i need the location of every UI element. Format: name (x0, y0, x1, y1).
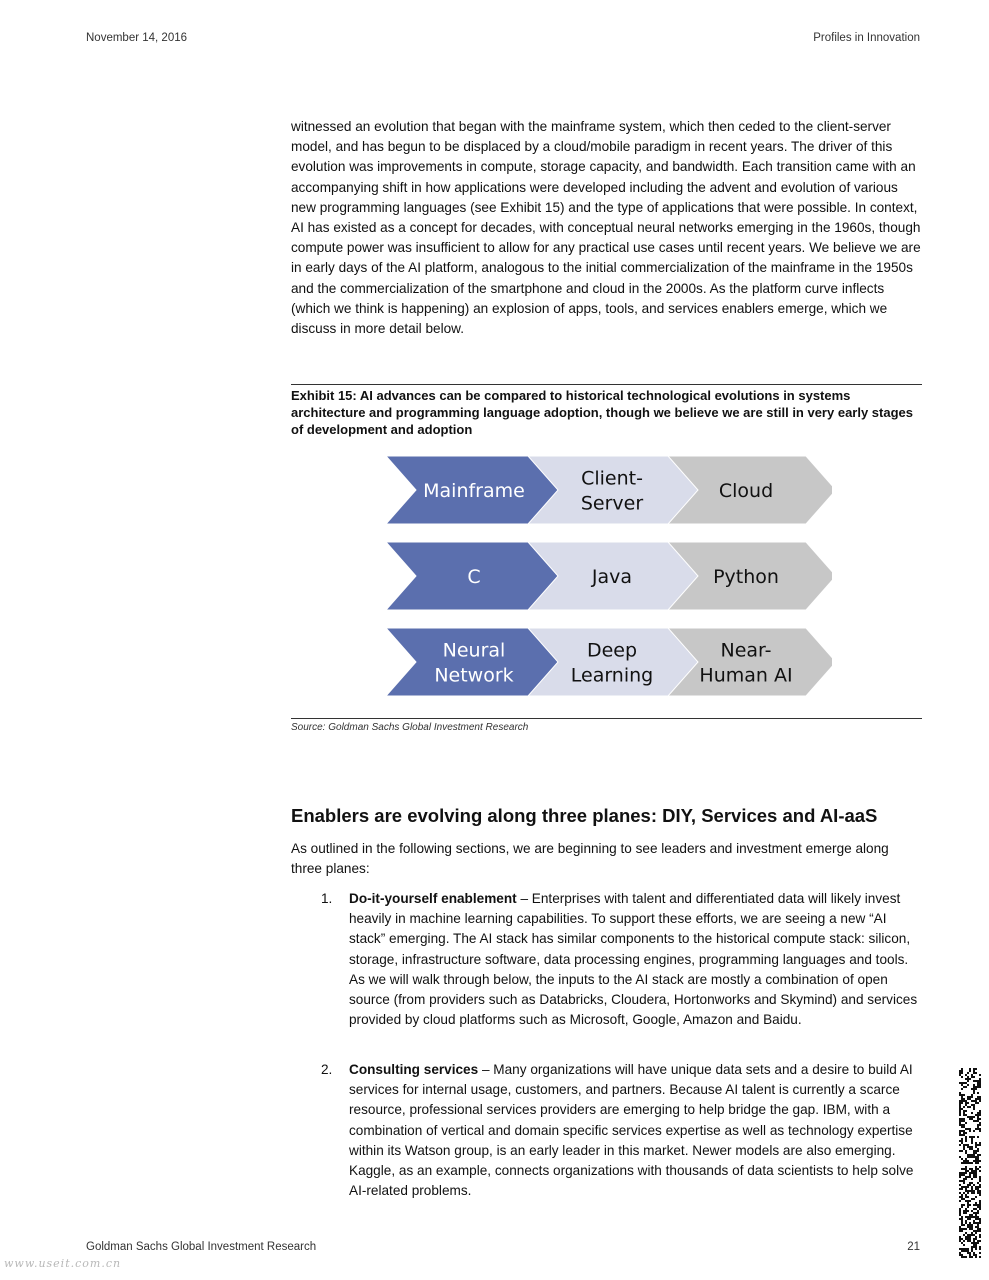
diagram-row (386, 542, 832, 610)
watermark: www.useit.com.cn (4, 1257, 122, 1270)
list-term: Consulting services (349, 1062, 479, 1077)
header-date: November 14, 2016 (86, 32, 188, 44)
header-series: Profiles in Innovation (813, 32, 920, 44)
diagram-row (386, 628, 832, 696)
stage-label: Client-Server (580, 467, 644, 515)
qr-code-icon (959, 1068, 981, 1258)
footer-page-number: 21 (907, 1241, 920, 1253)
section-intro: As outlined in the following sections, we are beginning to see leaders and investment emerge along three planes: (291, 841, 889, 877)
stage-label: Deep Learning (570, 639, 654, 687)
stage-label: Near-Human AI (699, 639, 793, 687)
list-number: 1. (321, 891, 333, 906)
stage-label: Python (713, 566, 779, 588)
list-description: – Enterprises with talent and differentiated data will likely invest heavily in machine learning capabilities. To support these efforts, we are seeing a new “AI stack” emerging. The AI stack has similar components to the historical compute stack: silicon, storage, infrastructure software, data processing engines, programming languages and tools. As we will walk through below, the inputs to the AI stack are mostly a combination of open source (from providers such as Databricks, Cloudera, Hortonworks and Skymind) and services provided by cloud platforms such as Microsoft, Google, Amazon and Baidu. (349, 891, 918, 1028)
diagram-row (386, 456, 832, 524)
source-divider (291, 718, 922, 719)
list-description: – Many organizations will have unique data sets and a desire to build AI services for internal usage, customers, and partners. Because AI talent is currently a scarce resource, professional services providers are emerging to help bridge the gap. IBM, with a combination of vertical and domain specific services expertise as well as technology expertise within its Watson group, is an early leader in this market. Newer models are also emerging. Kaggle, as an example, connects organizations with thousands of data scientists to help solve AI-related problems. (349, 1062, 914, 1199)
list-item-diy (291, 889, 921, 1049)
stage-label: C (467, 566, 481, 588)
stage-label: Neural Network (434, 639, 514, 687)
list-text (349, 889, 921, 1030)
list-term: Do-it-yourself enablement (349, 891, 517, 906)
exhibit-source: Source: Goldman Sachs Global Investment Research (291, 722, 529, 733)
exhibit-title: Exhibit 15: AI advances can be compared to historical technological evolutions in systems architecture and programming language adoption, though we believe we are still in very early stages of development and adoption (291, 388, 914, 437)
stage-label: Java (591, 566, 633, 588)
body-paragraph: witnessed an evolution that began with the mainframe system, which then ceded to the client-server model, and has begun to be displaced by a cloud/mobile paradigm in recent years. The driver of this evolution was improvements in compute, storage capacity, and bandwidth. Each transition came with an accompanying shift in how applications were developed including the advent and evolution of various new programming languages (see Exhibit 15) and the type of applications that were possible. In context, AI has existed as a concept for decades, with conceptual neural networks emerging in the 1960s, though compute power was insufficient to allow for any practical use cases until recent years. We believe we are in early days of the AI platform, analogous to the initial commercialization of the mainframe in the 1950s and the commercialization of the smartphone and cloud in the 2000s. As the platform curve inflects (which we think is happening) an explosion of apps, tools, and services enablers emerge, which we discuss in more detail below. (291, 119, 921, 337)
exhibit (291, 384, 922, 438)
list-item-consulting (291, 1060, 921, 1220)
footer-publisher: Goldman Sachs Global Investment Research (86, 1241, 317, 1253)
stage-label: Cloud (718, 480, 774, 502)
list-number: 2. (321, 1062, 333, 1077)
evolution-diagram (386, 454, 832, 700)
list-text (349, 1060, 921, 1201)
section-heading: Enablers are evolving along three planes: DIY, Services and AI-aaS (291, 805, 878, 826)
stage-label: Mainframe (423, 480, 525, 502)
